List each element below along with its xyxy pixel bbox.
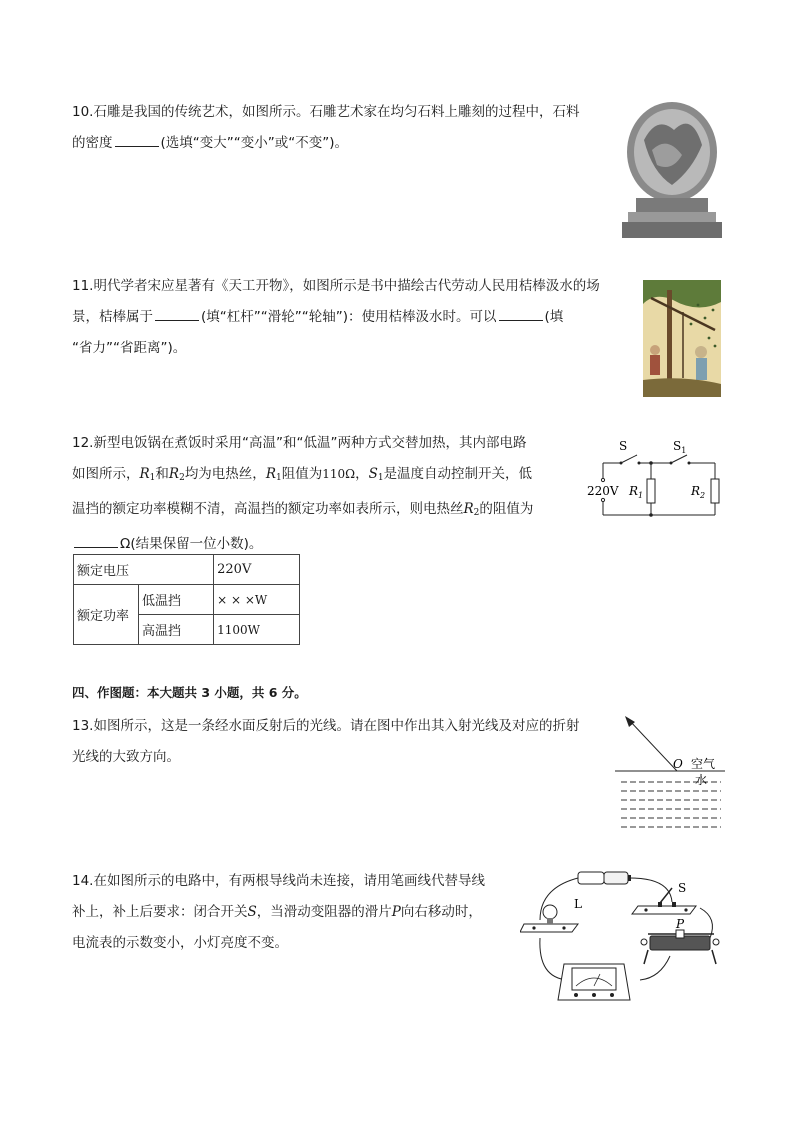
resistor-r1-label: $R_1$ [629,484,644,500]
lamp-icon [520,905,578,932]
q11-line1: 11.明代学者宋应星著有《天工开物》，如图所示是书中描绘古代劳动人民用桔棒汲水的场 [72,278,600,294]
switch-icon[interactable] [632,888,696,914]
q12-line3: 温挡的额定功率模糊不清，高温挡的额定功率如表所示，则电热丝$R_2$的阻值为 [72,501,534,518]
q10-answer-blank[interactable] [115,132,159,147]
section-4-title: 四、作图题：本大题共 3 小题，共 6 分。 [72,685,307,700]
q13-line2: 光线的大致方向。 [72,749,180,765]
switch-s-label: S [619,439,628,453]
ammeter-icon [558,964,630,1000]
q12-line1: 12.新型电饭锅在煮饭时采用“高温”和“低温”两种方式交替加热，其内部电路 [72,435,527,451]
low-temp-label: 低温挡 [139,585,214,615]
table-row [74,555,300,585]
q13-line1: 13.如图所示，这是一条经水面反射后的光线。请在图中作出其入射光线及对应的折射 [72,718,580,734]
q10-line2: 的密度 (选填“变大”“变小”或“不变”)。 [72,128,612,159]
well-sweep-painting [643,280,721,397]
q11-answer-blank-2[interactable] [499,306,543,321]
voltage-source-label: 220V [587,484,619,498]
question-14 [72,866,512,959]
question-11 [72,271,632,364]
q12-line2: 如图所示，$R_1$和$R_2$均为电热丝，$R_1$阻值为110Ω，$S_1$是温度自动控制开关，低 [72,466,533,483]
rated-power-label: 额定功率 [74,585,139,645]
q12-line4: Ω(结果保留一位小数)。 [72,529,582,560]
lamp-label: L [574,897,582,911]
high-temp-value: 1100W [214,615,300,645]
rice-cooker-circuit-diagram [585,437,725,527]
point-o-label: O [673,757,683,771]
q11-answer-blank-1[interactable] [155,306,199,321]
switch-label: S [678,881,687,895]
q14-line1: 14.在如图所示的电路中，有两根导线尚未连接，请用笔画线代替导线 [72,873,485,889]
physical-circuit-diagram [520,868,725,1008]
water-label: 水 [695,773,708,787]
question-12 [72,428,582,560]
resistor-r2-label: $R_2$ [691,484,706,500]
q12-answer-blank[interactable] [74,533,118,548]
q11-line2: 景，桔棒属于 (填“杠杆”“滑轮”“轮轴”)：使用桔棒汲水时。可以 (填 [72,302,632,333]
switch-s1-label: $S_1$ [673,439,687,455]
slider-label: P [676,917,685,931]
rated-voltage-value: 220V [214,555,300,585]
air-label: 空气 [691,757,716,771]
table-row [74,585,300,615]
q10-line1: 10.石雕是我国的传统艺术，如图所示。石雕艺术家在均匀石料上雕刻的过程中，石料 [72,104,580,120]
rated-specs-table [73,554,300,645]
high-temp-label: 高温挡 [139,615,214,645]
rheostat-icon[interactable] [641,930,719,964]
low-temp-value: × × ×W [214,585,300,615]
question-13 [72,711,612,773]
battery-icon [578,872,631,884]
q14-line3: 电流表的示数变小，小灯亮度不变。 [72,935,288,951]
rated-voltage-label: 额定电压 [74,555,214,585]
q11-line3: “省力”“省距离”)。 [72,340,187,356]
stone-carving-image [622,100,722,238]
light-reflection-diagram [615,714,725,834]
question-10 [72,97,612,159]
q14-line2: 补上，补上后要求：闭合开关S，当滑动变阻器的滑片P向右移动时， [72,904,482,920]
